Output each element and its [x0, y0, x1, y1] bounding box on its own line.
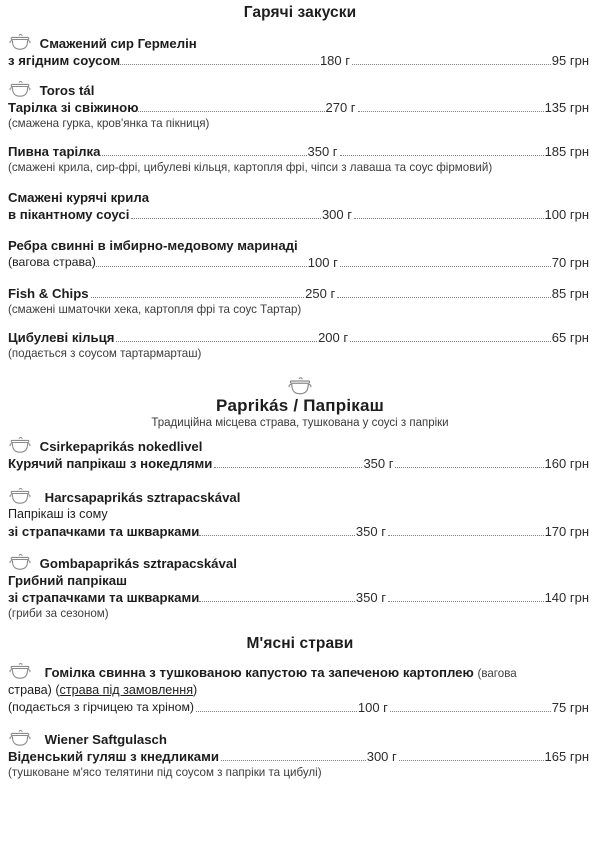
menu-item [0, 34, 600, 69]
menu-item-weight: 180 г [319, 53, 350, 68]
cooking-pot-icon [8, 81, 32, 98]
menu-item-subtitle: Пивна тарілка [8, 144, 101, 159]
menu-item-title: Harcsapaprikás sztrapacskával [44, 490, 241, 505]
menu-item-weight: 350 г [363, 456, 394, 471]
dot-leader [340, 265, 551, 267]
menu-item [0, 554, 600, 621]
menu-item-title-row [8, 663, 589, 682]
menu-item-weight: 200 г [318, 330, 349, 345]
menu-item-price-row [8, 99, 589, 116]
cooking-pot-icon [8, 554, 32, 571]
menu-item-title: Ребра свинні в імбирно-медовому маринаді [8, 238, 298, 253]
cooking-pot-icon [8, 488, 32, 505]
menu-item-title: Toros tál [39, 83, 95, 98]
menu-item-title-row [8, 554, 589, 572]
section-heading-meat-dishes: М'ясні страви [246, 635, 354, 652]
menu-item-price-row [8, 523, 589, 540]
menu-item-price-row [8, 52, 589, 69]
menu-item-weight: 350 г [355, 590, 386, 605]
menu-item-weight: 300 г [321, 207, 352, 222]
menu-item-price: 100 грн [544, 207, 589, 222]
dot-leader [350, 340, 551, 342]
menu-item-subtitle: зі страпачками та шкварками [8, 590, 200, 605]
menu-item-title-row [8, 730, 589, 748]
dot-leader [102, 154, 306, 156]
cooking-pot-icon [8, 34, 32, 51]
dot-leader [138, 110, 324, 112]
section-heading-hot-appetizers: Гарячі закуски [243, 4, 357, 21]
menu-item-title: Смажений сир Гермелін [39, 36, 197, 51]
menu-item-subtitle: в пікантному соусі [8, 207, 130, 222]
dot-leader [390, 710, 551, 712]
menu-item-price: 160 грн [544, 456, 589, 471]
menu-item-order-note-tail: ) [193, 683, 198, 697]
menu-item-price: 70 грн [551, 255, 590, 270]
menu-item-subtitle: Цибулеві кільця [8, 330, 115, 345]
menu-item-subtitle: Fish & Chips [8, 286, 89, 301]
menu-item-note: (смажені шматочки хека, картопля фрі та соус Тартар) [8, 303, 302, 316]
dot-leader [340, 154, 544, 156]
menu-item-title-row [8, 437, 589, 455]
menu-item-price: 140 грн [544, 590, 590, 605]
dot-leader [337, 296, 551, 298]
menu-item-price-row [8, 329, 589, 346]
menu-item-title-row [8, 81, 589, 99]
menu-item-weight: 350 г [307, 144, 338, 159]
menu-item-weight: 100 г [357, 700, 388, 715]
dot-leader [214, 466, 362, 468]
dot-leader [96, 265, 307, 267]
menu-item-price-row [8, 285, 589, 302]
menu-item-note: (подається з соусом тартармарташ) [8, 347, 202, 360]
menu-item-subtitle-line1: Грибний папрікаш [8, 573, 128, 588]
menu-item-subtitle-line1: Папрікаш із сому [8, 507, 108, 521]
menu-item [0, 488, 600, 540]
dot-leader [352, 63, 551, 65]
menu-item-subtitle: зі страпачками та шкварками [8, 524, 200, 539]
menu-item-price-row [8, 254, 589, 271]
menu-item-price-row [8, 748, 589, 765]
menu-item-weight: 270 г [325, 100, 356, 115]
menu-item [0, 730, 600, 780]
cooking-pot-icon [287, 377, 313, 396]
menu-item-weight: 350 г [355, 524, 386, 539]
menu-item-subtitle: Курячий папрікаш з нокедлями [8, 456, 213, 471]
menu-item-title: Csirkepaprikás nokedlivel [39, 439, 203, 454]
menu-item-price: 135 грн [544, 100, 590, 115]
menu-item [0, 237, 600, 271]
menu-item-subtitle: з ягідним соусом [8, 53, 121, 68]
menu-item [0, 81, 600, 131]
section-decorative-pot-icon-wrap [0, 377, 600, 396]
menu-item [0, 143, 600, 175]
dot-leader [354, 217, 544, 219]
section-heading-paprikas: Paprikás / Папрікаш [215, 396, 385, 415]
menu-item-title: Wiener Saftgulasch [44, 732, 167, 747]
menu-item-title-suffix: (вагова [477, 667, 517, 680]
menu-item-weight: 250 г [305, 286, 336, 301]
menu-item-order-note-prefix: страва) ( [8, 683, 60, 697]
menu-item [0, 285, 600, 317]
dot-leader [388, 600, 544, 602]
dot-leader [116, 340, 317, 342]
dot-leader [196, 710, 357, 712]
dot-leader [131, 217, 321, 219]
menu-item-price: 75 грн [551, 700, 589, 715]
dot-leader [199, 600, 355, 602]
dot-leader [399, 759, 544, 761]
menu-item-subtitle: (вагова страва) [8, 255, 96, 269]
menu-item-title: Смажені курячі крила [8, 190, 150, 205]
menu-item-subtitle: Віденський гуляш з кнедликами [8, 749, 219, 764]
menu-item-price-row [8, 143, 589, 160]
menu-item-price: 95 грн [551, 53, 590, 68]
dot-leader [395, 466, 543, 468]
menu-item-subtitle: Тарілка зі свіжиною [8, 100, 139, 115]
dot-leader [358, 110, 544, 112]
menu-item-price: 170 грн [544, 524, 590, 539]
menu-item-price: 65 грн [551, 330, 589, 345]
dot-leader [199, 534, 355, 536]
menu-item [0, 189, 600, 223]
menu-item-title: Gombapaprikás sztrapacskával [39, 556, 237, 571]
section-subtitle-paprikas: Традиційна місцева страва, тушкована у соусі з папріки [151, 417, 449, 429]
menu-item-price: 185 грн [544, 144, 590, 159]
menu-item-title-row [8, 488, 589, 506]
menu-item-title: Гомілка свинна з тушкованою капустою та запеченою картоплею [44, 665, 474, 680]
menu-item-weight: 100 г [307, 255, 338, 270]
menu-item-price: 85 грн [551, 286, 589, 301]
menu-item-price: 165 грн [544, 749, 589, 764]
dot-leader [120, 63, 319, 65]
menu-item [0, 437, 600, 472]
dot-leader [91, 296, 305, 298]
menu-item-price-row [8, 455, 589, 472]
menu-item-subtitle: (подається з гірчицею та хріном) [8, 700, 195, 714]
menu-item-note: (гриби за сезоном) [8, 607, 109, 620]
menu-item-note: (смажені крила, сир-фрі, цибулеві кільця, картопля фрі, чіпси з лаваша та соус фірмовий) [8, 161, 493, 174]
menu-item-price-row [8, 589, 589, 606]
menu-item-weight: 300 г [366, 749, 397, 764]
cooking-pot-icon [8, 730, 32, 747]
menu-item-order-note-row [8, 682, 589, 699]
dot-leader [388, 534, 544, 536]
menu-item-title-row [8, 34, 589, 52]
menu-item-price-row [8, 699, 589, 716]
menu-item-note: (смажена гурка, кров'янка та пікниця) [8, 117, 210, 130]
dot-leader [221, 759, 366, 761]
menu-item-note: (тушковане м'ясо телятини під соусом з папріки та цибулі) [8, 766, 322, 779]
menu-item [0, 663, 600, 716]
menu-item-price-row [8, 206, 589, 223]
cooking-pot-icon [8, 437, 32, 454]
menu-item [0, 329, 600, 361]
cooking-pot-icon [8, 663, 32, 680]
menu-item-order-note-link: страва під замовлення [59, 683, 194, 697]
